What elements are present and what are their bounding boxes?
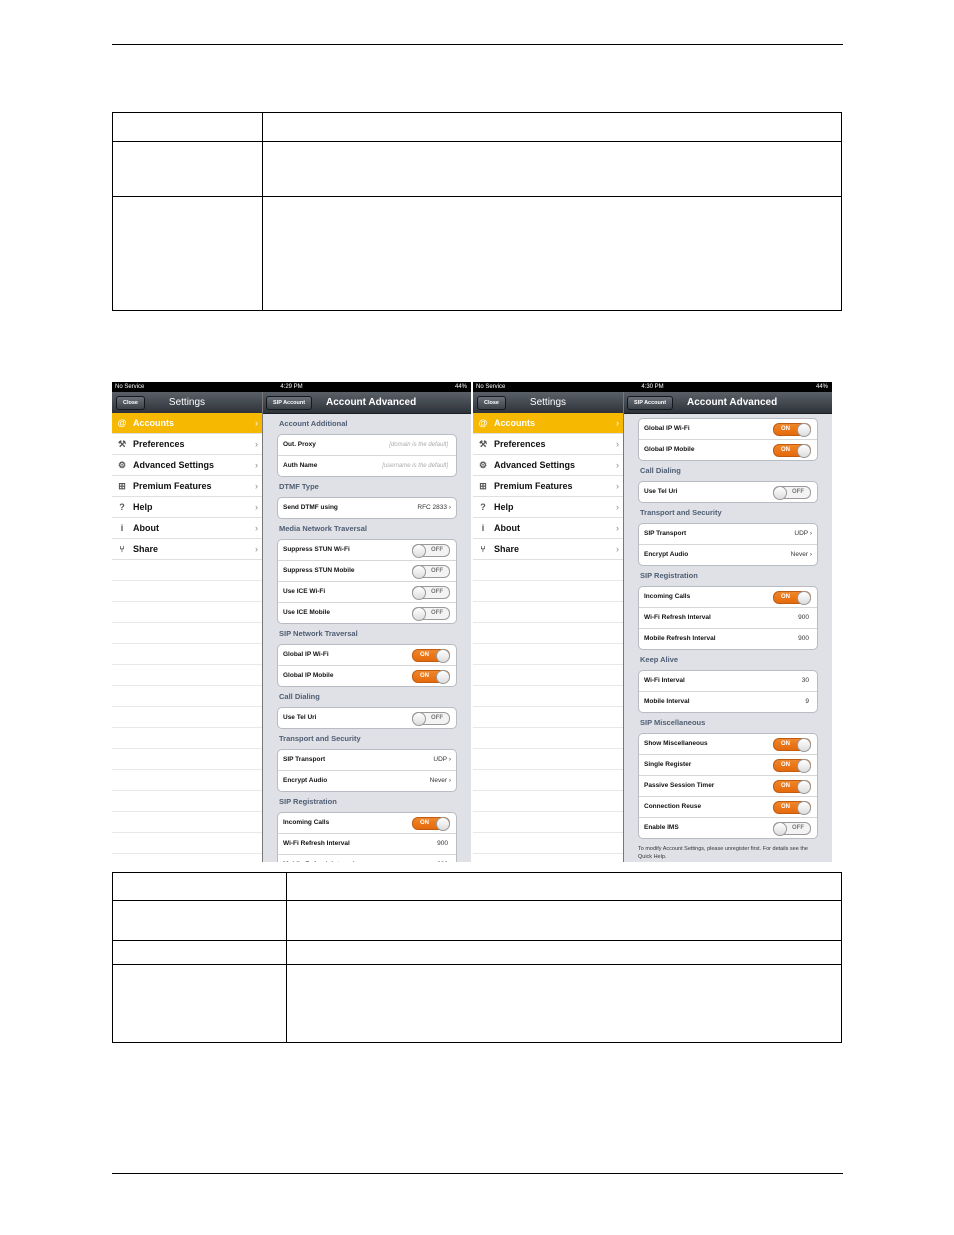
toggle-knob — [797, 759, 811, 773]
back-button[interactable]: SIP Account — [266, 396, 312, 410]
chevron-right-icon: › — [447, 504, 451, 511]
setting-row-global-ip-wi-fi[interactable] — [639, 419, 817, 440]
sidebar-item-about[interactable] — [473, 518, 623, 539]
setting-value-text: Never — [790, 551, 809, 558]
clock-label: 4:30 PM — [641, 384, 664, 390]
section-header: Account Additional — [279, 419, 348, 428]
empty-row — [112, 707, 262, 728]
chevron-right-icon: › — [255, 523, 258, 533]
clock-label: 4:29 PM — [280, 384, 303, 390]
sidebar-item-label: Preferences — [133, 439, 185, 449]
chevron-right-icon: › — [255, 502, 258, 512]
toggle-switch[interactable] — [773, 780, 811, 793]
empty-row — [473, 707, 623, 728]
setting-label: Use Tel Uri — [644, 488, 678, 495]
sidebar-menu — [473, 413, 623, 862]
toggle-knob — [773, 822, 787, 836]
toggle-switch[interactable] — [412, 649, 450, 662]
toggle-switch[interactable] — [412, 607, 450, 620]
setting-row-use-tel-uri[interactable] — [639, 482, 817, 502]
footer-note: To modify Account Settings, please unregister first. For details see the Quick Help. — [638, 846, 808, 860]
toggle-state-label: ON — [781, 783, 790, 789]
sidebar-item-label: Share — [133, 544, 159, 554]
empty-row — [473, 791, 623, 812]
setting-label: Use ICE Wi-Fi — [283, 588, 326, 595]
setting-label: Encrypt Audio — [644, 551, 689, 558]
toggle-switch[interactable] — [773, 591, 811, 604]
setting-row-suppress-stun-mobile[interactable] — [278, 561, 456, 582]
share-icon: ⑂ — [119, 544, 125, 554]
setting-row-send-dtmf-using[interactable] — [278, 498, 456, 518]
at-sign-icon: @ — [478, 418, 488, 428]
setting-row-mobile-refresh-interval[interactable] — [278, 855, 456, 862]
settings-group — [277, 644, 457, 687]
setting-row-show-miscellaneous[interactable] — [639, 734, 817, 755]
setting-label: Incoming Calls — [644, 593, 691, 600]
sidebar-menu — [112, 413, 262, 862]
setting-row-encrypt-audio[interactable] — [278, 771, 456, 791]
setting-row-use-ice-mobile[interactable] — [278, 603, 456, 623]
setting-label: Mobile Refresh Interval — [644, 635, 716, 642]
toggle-state-label: OFF — [431, 610, 443, 616]
toggle-switch[interactable] — [412, 565, 450, 578]
setting-row-mobile-interval[interactable] — [639, 692, 817, 712]
setting-label: Send DTMF using — [283, 504, 338, 511]
setting-row-out-proxy[interactable] — [278, 435, 456, 456]
sidebar-item-label: Advanced Settings — [494, 460, 576, 470]
toggle-switch[interactable] — [773, 423, 811, 436]
sidebar-item-premium-features[interactable] — [112, 476, 262, 497]
setting-label: SIP Transport — [644, 530, 687, 537]
detail-navbar — [263, 392, 471, 414]
toggle-state-label: ON — [781, 762, 790, 768]
setting-value-text: 900 — [798, 614, 809, 621]
setting-label: Incoming Calls — [283, 819, 330, 826]
detail-navbar — [624, 392, 832, 414]
setting-label: Global IP Mobile — [644, 446, 695, 453]
empty-row — [473, 623, 623, 644]
setting-value — [794, 524, 812, 544]
setting-value-text: 9 — [805, 698, 809, 705]
toggle-knob — [436, 670, 450, 684]
toggle-state-label: ON — [420, 820, 429, 826]
at-sign-icon: @ — [117, 418, 127, 428]
setting-row-encrypt-audio[interactable] — [639, 545, 817, 565]
empty-row — [112, 686, 262, 707]
carrier-label: No Service — [115, 384, 145, 390]
setting-label: Single Register — [644, 761, 692, 768]
sidebar-item-accounts[interactable] — [112, 413, 262, 434]
toggle-knob — [412, 544, 426, 558]
toggle-switch[interactable] — [773, 486, 811, 499]
wrench-icon: ⚒ — [117, 439, 127, 449]
settings-group — [638, 670, 818, 713]
info-icon: i — [120, 523, 124, 533]
empty-row — [112, 791, 262, 812]
section-header: SIP Registration — [279, 797, 337, 806]
toggle-knob — [797, 423, 811, 437]
sidebar-item-label: Preferences — [494, 439, 546, 449]
share-icon: ⑂ — [480, 544, 486, 554]
setting-label: Global IP Wi-Fi — [644, 425, 690, 432]
sidebar-item-preferences[interactable] — [112, 434, 262, 455]
setting-value — [805, 692, 809, 712]
toggle-switch[interactable] — [412, 712, 450, 725]
empty-row — [112, 749, 262, 770]
toggle-state-label: OFF — [431, 568, 443, 574]
chevron-right-icon: › — [808, 530, 812, 537]
settings-list — [263, 414, 471, 862]
status-bar — [473, 382, 832, 392]
carrier-label: No Service — [476, 384, 506, 390]
setting-value-text — [437, 861, 448, 862]
setting-label: Wi-Fi Refresh Interval — [644, 614, 711, 621]
setting-row-enable-ims[interactable] — [639, 818, 817, 838]
detail-title: Account Advanced — [326, 397, 417, 408]
settings-group — [638, 418, 818, 461]
setting-label: Global IP Mobile — [283, 672, 334, 679]
empty-row — [473, 728, 623, 749]
detail-content[interactable] — [624, 414, 832, 862]
chevron-right-icon: › — [616, 502, 619, 512]
question-icon: ? — [119, 502, 125, 512]
setting-label: Global IP Wi-Fi — [283, 651, 329, 658]
sidebar-item-label: Advanced Settings — [133, 460, 215, 470]
detail-pane — [263, 392, 471, 862]
settings-group — [277, 539, 457, 624]
sidebar-item-share[interactable] — [473, 539, 623, 560]
sidebar-item-premium-features[interactable] — [473, 476, 623, 497]
setting-row-sip-transport[interactable] — [278, 750, 456, 771]
setting-value-text: 900 — [798, 635, 809, 642]
toggle-knob — [412, 712, 426, 726]
empty-row — [473, 812, 623, 833]
chevron-right-icon: › — [616, 544, 619, 554]
sidebar-navbar — [473, 392, 623, 414]
section-header: Transport and Security — [279, 734, 361, 743]
section-header: SIP Miscellaneous — [640, 718, 706, 727]
empty-row — [473, 854, 623, 862]
toggle-switch[interactable] — [773, 822, 811, 835]
chevron-right-icon: › — [255, 418, 258, 428]
setting-value-text: Never — [429, 777, 448, 784]
toggle-knob — [436, 649, 450, 663]
toggle-state-label: OFF — [431, 589, 443, 595]
cart-icon: ⊞ — [479, 481, 487, 491]
setting-label: Use ICE Mobile — [283, 609, 330, 616]
toggle-switch[interactable] — [412, 817, 450, 830]
setting-row-connection-reuse[interactable] — [639, 797, 817, 818]
section-header: SIP Network Traversal — [279, 629, 358, 638]
chevron-right-icon: › — [255, 460, 258, 470]
setting-value-text: 900 — [437, 840, 448, 847]
toggle-switch[interactable] — [412, 670, 450, 683]
gears-icon: ⚙ — [478, 460, 488, 470]
toggle-state-label: OFF — [431, 547, 443, 553]
empty-row — [112, 833, 262, 854]
toggle-knob — [412, 586, 426, 600]
detail-content[interactable] — [263, 414, 471, 862]
toggle-switch[interactable] — [773, 801, 811, 814]
setting-row-sip-transport[interactable] — [639, 524, 817, 545]
setting-row-wi-fi-interval[interactable] — [639, 671, 817, 692]
setting-label: Auth Name — [283, 462, 318, 469]
empty-row — [112, 665, 262, 686]
screenshot-right — [473, 382, 832, 862]
info-icon: i — [481, 523, 485, 533]
setting-label — [283, 861, 355, 862]
toggle-switch[interactable] — [773, 444, 811, 457]
section-header: Transport and Security — [640, 508, 722, 517]
setting-value-text: 30 — [801, 677, 809, 684]
toggle-knob — [797, 591, 811, 605]
sidebar-item-help[interactable] — [473, 497, 623, 518]
section-header: Call Dialing — [279, 692, 320, 701]
setting-label: Enable IMS — [644, 824, 679, 831]
setting-value-text: UDP — [794, 530, 809, 537]
setting-value-text: [username is the default] — [382, 463, 448, 469]
sidebar-item-label: Accounts — [494, 418, 536, 428]
footer-rule — [112, 1173, 843, 1174]
chevron-right-icon: › — [255, 481, 258, 491]
status-bar — [112, 382, 471, 392]
section-header: SIP Registration — [640, 571, 698, 580]
toggle-state-label: ON — [781, 804, 790, 810]
toggle-state-label: OFF — [792, 489, 804, 495]
setting-row-wi-fi-refresh-interval[interactable] — [639, 608, 817, 629]
setting-row-use-ice-wi-fi[interactable] — [278, 582, 456, 603]
empty-row — [473, 644, 623, 665]
toggle-switch[interactable] — [773, 759, 811, 772]
setting-value-text: RFC 2833 — [417, 504, 448, 511]
toggle-switch[interactable] — [412, 586, 450, 599]
toggle-state-label: ON — [781, 594, 790, 600]
empty-row — [473, 770, 623, 791]
setting-row-global-ip-mobile[interactable] — [639, 440, 817, 460]
screenshot-left — [112, 382, 471, 862]
empty-row — [473, 665, 623, 686]
section-header: Keep Alive — [640, 655, 679, 664]
chevron-right-icon: › — [447, 756, 451, 763]
empty-row — [473, 749, 623, 770]
settings-sidebar — [112, 392, 263, 862]
setting-label: Wi-Fi Refresh Interval — [283, 840, 350, 847]
setting-value-text: UDP — [433, 756, 448, 763]
toggle-state-label: ON — [781, 447, 790, 453]
chevron-right-icon: › — [616, 418, 619, 428]
settings-group — [277, 749, 457, 792]
setting-value — [437, 834, 448, 854]
setting-value — [430, 771, 451, 791]
toggle-knob — [412, 565, 426, 579]
bottom-table — [112, 872, 842, 1043]
header-rule — [112, 44, 843, 45]
settings-sidebar — [473, 392, 624, 862]
empty-row — [112, 854, 262, 862]
setting-value — [802, 671, 809, 691]
empty-row — [112, 623, 262, 644]
empty-row — [112, 560, 262, 581]
chevron-right-icon: › — [808, 551, 812, 558]
setting-label: Connection Reuse — [644, 803, 702, 810]
settings-group — [638, 586, 818, 650]
empty-row — [112, 770, 262, 791]
sidebar-item-share[interactable] — [112, 539, 262, 560]
setting-label: Passive Session Timer — [644, 782, 715, 789]
sidebar-navbar — [112, 392, 262, 414]
setting-value — [382, 456, 448, 476]
setting-label: Out. Proxy — [283, 441, 316, 448]
empty-row — [473, 602, 623, 623]
sidebar-item-preferences[interactable] — [473, 434, 623, 455]
sidebar-item-label: About — [133, 523, 159, 533]
sidebar-item-label: Premium Features — [133, 481, 212, 491]
settings-group — [638, 481, 818, 503]
toggle-state-label: ON — [781, 426, 790, 432]
setting-value — [417, 498, 451, 518]
top-table — [112, 112, 842, 311]
toggle-knob — [797, 801, 811, 815]
chevron-right-icon: › — [616, 523, 619, 533]
empty-row — [112, 812, 262, 833]
setting-label: Show Miscellaneous — [644, 740, 708, 747]
toggle-knob — [797, 444, 811, 458]
empty-row — [473, 560, 623, 581]
toggle-knob — [773, 486, 787, 500]
sidebar-item-advanced-settings[interactable] — [473, 455, 623, 476]
setting-value — [437, 855, 448, 862]
battery-label: 44% — [454, 384, 467, 390]
sidebar-item-about[interactable] — [112, 518, 262, 539]
cart-icon: ⊞ — [118, 481, 126, 491]
setting-row-single-register[interactable] — [639, 755, 817, 776]
toggle-state-label: ON — [420, 652, 429, 658]
toggle-state-label: ON — [781, 741, 790, 747]
setting-row-auth-name[interactable] — [278, 456, 456, 476]
sidebar-item-label: About — [494, 523, 520, 533]
toggle-knob — [412, 607, 426, 621]
setting-label: Use Tel Uri — [283, 714, 317, 721]
empty-row — [112, 602, 262, 623]
setting-value — [389, 435, 448, 455]
sidebar-item-accounts[interactable] — [473, 413, 623, 434]
setting-value-text: [domain is the default] — [389, 442, 448, 448]
sidebar-item-label: Accounts — [133, 418, 175, 428]
close-button[interactable]: Close — [477, 396, 506, 410]
settings-group — [277, 497, 457, 519]
wrench-icon: ⚒ — [478, 439, 488, 449]
toggle-knob — [436, 817, 450, 831]
chevron-right-icon: › — [616, 481, 619, 491]
chevron-right-icon: › — [255, 439, 258, 449]
setting-row-mobile-refresh-interval[interactable] — [639, 629, 817, 649]
toggle-state-label: OFF — [792, 825, 804, 831]
question-icon: ? — [480, 502, 486, 512]
setting-row-incoming-calls[interactable] — [639, 587, 817, 608]
setting-row-global-ip-mobile[interactable] — [278, 666, 456, 686]
setting-value — [433, 750, 451, 770]
section-header: Call Dialing — [640, 466, 681, 475]
toggle-state-label: OFF — [431, 715, 443, 721]
section-header: Media Network Traversal — [279, 524, 367, 533]
setting-value — [798, 608, 809, 628]
settings-group — [638, 523, 818, 566]
detail-title: Account Advanced — [687, 397, 778, 408]
chevron-right-icon: › — [616, 439, 619, 449]
sidebar-item-label: Share — [494, 544, 520, 554]
toggle-state-label: ON — [420, 673, 429, 679]
settings-group — [638, 733, 818, 839]
setting-row-suppress-stun-wi-fi[interactable] — [278, 540, 456, 561]
setting-label: Suppress STUN Wi-Fi — [283, 546, 350, 553]
empty-row — [112, 644, 262, 665]
setting-label: SIP Transport — [283, 756, 326, 763]
toggle-switch[interactable] — [773, 738, 811, 751]
back-button[interactable]: SIP Account — [627, 396, 673, 410]
sidebar-item-help[interactable] — [112, 497, 262, 518]
setting-label: Mobile Interval — [644, 698, 690, 705]
chevron-right-icon: › — [447, 777, 451, 784]
setting-label: Wi-Fi Interval — [644, 677, 685, 684]
toggle-knob — [797, 780, 811, 794]
chevron-right-icon: › — [255, 544, 258, 554]
settings-group — [277, 812, 457, 862]
section-header: DTMF Type — [279, 482, 319, 491]
setting-row-use-tel-uri[interactable] — [278, 708, 456, 728]
setting-label: Suppress STUN Mobile — [283, 567, 355, 574]
chevron-right-icon: › — [616, 460, 619, 470]
sidebar-title: Settings — [168, 397, 206, 408]
toggle-switch[interactable] — [412, 544, 450, 557]
settings-list — [624, 414, 832, 861]
setting-label: Encrypt Audio — [283, 777, 328, 784]
empty-row — [473, 581, 623, 602]
setting-row-passive-session-timer[interactable] — [639, 776, 817, 797]
empty-row — [473, 833, 623, 854]
sidebar-item-label: Help — [494, 502, 514, 512]
battery-label: 44% — [815, 384, 828, 390]
sidebar-item-label: Premium Features — [494, 481, 573, 491]
empty-row — [112, 581, 262, 602]
toggle-knob — [797, 738, 811, 752]
sidebar-item-label: Help — [133, 502, 153, 512]
empty-row — [473, 686, 623, 707]
detail-pane — [624, 392, 832, 862]
settings-group — [277, 434, 457, 477]
setting-row-global-ip-wi-fi[interactable] — [278, 645, 456, 666]
settings-group — [277, 707, 457, 729]
setting-value — [798, 629, 809, 649]
sidebar-title: Settings — [529, 397, 567, 408]
setting-value — [791, 545, 812, 565]
setting-row-incoming-calls[interactable] — [278, 813, 456, 834]
sidebar-item-advanced-settings[interactable] — [112, 455, 262, 476]
gears-icon: ⚙ — [117, 460, 127, 470]
empty-row — [112, 728, 262, 749]
close-button[interactable]: Close — [116, 396, 145, 410]
setting-row-wi-fi-refresh-interval[interactable] — [278, 834, 456, 855]
